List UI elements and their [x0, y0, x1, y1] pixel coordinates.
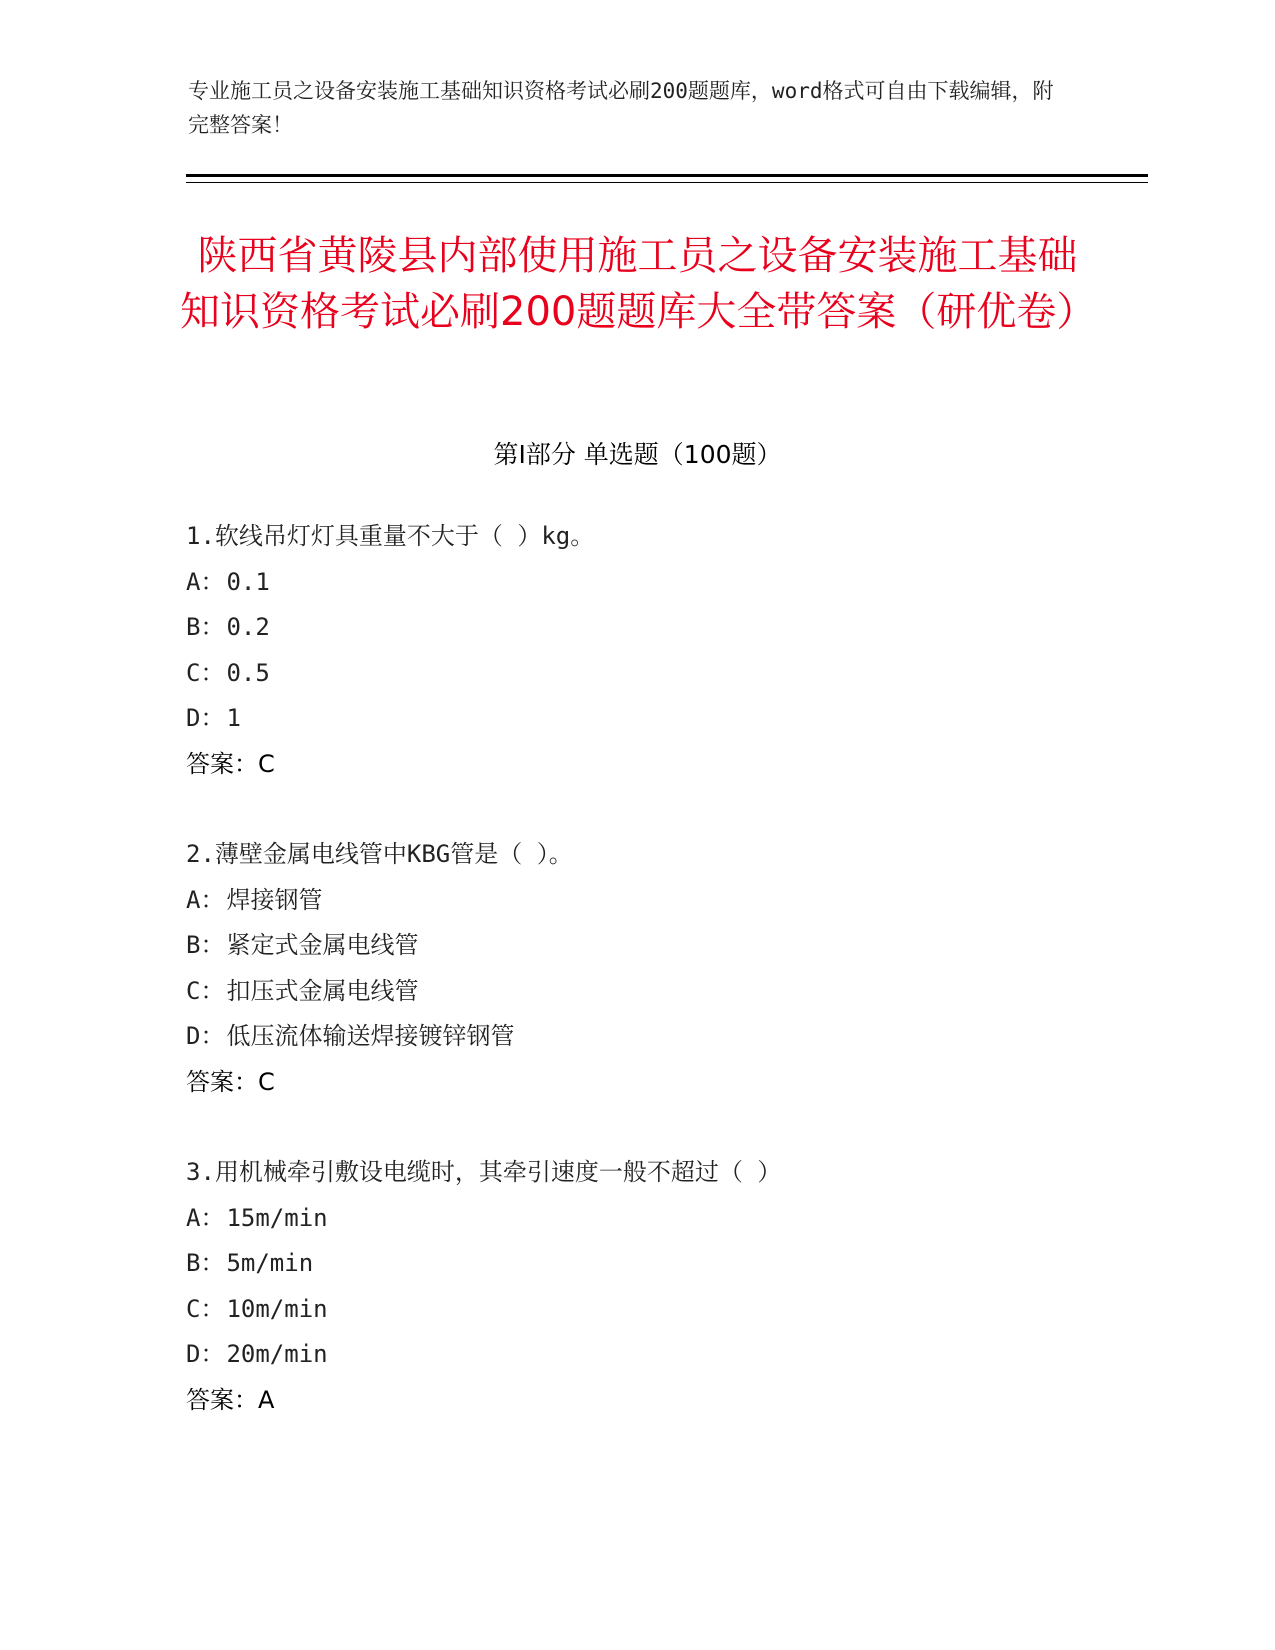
option-key: D：: [186, 704, 225, 732]
option-text: 焊接钢管: [226, 885, 323, 914]
option-d: [186, 696, 1086, 742]
option-c: [186, 1287, 1086, 1333]
option-text: 扣压式金属电线管: [226, 976, 419, 1005]
option-d: [186, 1332, 1086, 1378]
option-b: [186, 1241, 1086, 1287]
option-text: 15m/min: [226, 1203, 328, 1232]
answer: 答案：C: [186, 749, 275, 778]
section-heading: 第Ⅰ部分 单选题（100题）: [493, 440, 782, 469]
header-rule-thick: [186, 174, 1148, 177]
option-key: D：: [186, 1340, 225, 1368]
option-c: [186, 969, 1086, 1015]
header-rule-thin: [186, 182, 1148, 183]
option-key: C：: [186, 1294, 225, 1323]
option-a: [186, 560, 1086, 606]
question-stem: 3.用机械牵引敷设电缆时，其牵引速度一般不超过（ ）: [186, 1158, 782, 1186]
option-key: A：: [186, 1203, 225, 1232]
option-text: 低压流体输送焊接镀锌钢管: [226, 1022, 515, 1050]
option-key: D：: [186, 1022, 225, 1050]
option-key: B：: [186, 613, 225, 641]
option-text: 0.2: [226, 613, 270, 641]
header-note: 专业施工员之设备安装施工基础知识资格考试必刷200题题库，word格式可自由下载编辑，附完整答案！: [188, 79, 1054, 137]
document-title: 陕西省黄陵县内部使用施工员之设备安装施工基础知识资格考试必刷200题题库大全带答案（研优卷）: [180, 233, 1097, 335]
question-1: [186, 514, 1086, 787]
option-a: [186, 1196, 1086, 1242]
option-text: 1: [226, 704, 241, 732]
option-text: 10m/min: [226, 1294, 328, 1323]
option-d: [186, 1014, 1086, 1060]
option-text: 20m/min: [226, 1340, 328, 1368]
option-key: B：: [186, 931, 225, 959]
option-key: B：: [186, 1249, 225, 1277]
option-key: A：: [186, 567, 225, 596]
option-c: [186, 651, 1086, 697]
option-key: C：: [186, 976, 225, 1005]
option-key: A：: [186, 885, 225, 914]
option-text: 5m/min: [226, 1249, 314, 1277]
option-a: [186, 878, 1086, 924]
answer: 答案：C: [186, 1067, 275, 1096]
answer: 答案：A: [186, 1385, 275, 1414]
option-key: C：: [186, 658, 225, 687]
option-b: [186, 923, 1086, 969]
question-2: [186, 832, 1086, 1105]
question-3: [186, 1150, 1086, 1423]
option-b: [186, 605, 1086, 651]
option-text: 0.5: [226, 658, 270, 687]
question-stem: 2.薄壁金属电线管中KBG管是（ ）。: [186, 840, 573, 868]
option-text: 0.1: [226, 567, 270, 596]
question-stem: 1.软线吊灯灯具重量不大于（ ）kg。: [186, 522, 595, 550]
option-text: 紧定式金属电线管: [226, 931, 419, 959]
